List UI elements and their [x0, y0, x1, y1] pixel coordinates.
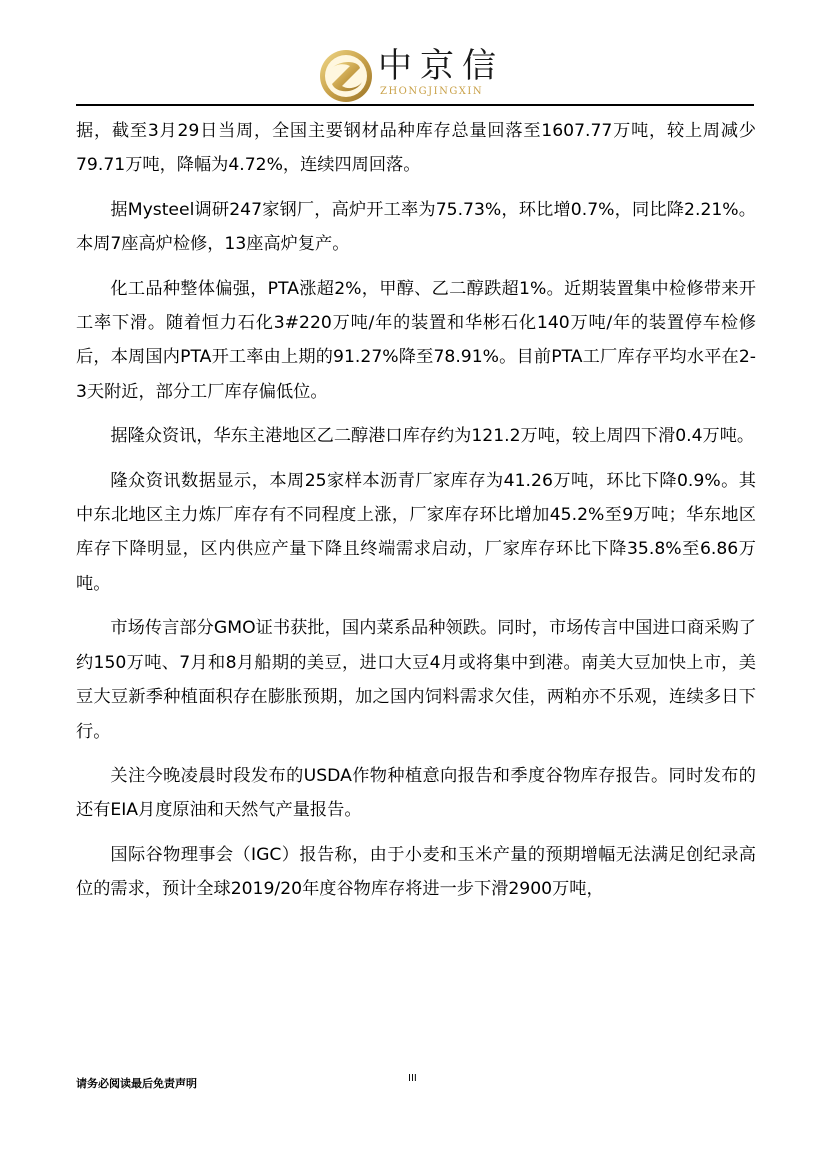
paragraph-igc-report: 国际谷物理事会（IGC）报告称，由于小麦和玉米产量的预期增幅无法满足创纪录高位的需求，预计全球2019/20年度谷物库存将进一步下滑2900万吨，: [76, 844, 756, 900]
company-logo: [318, 46, 518, 102]
page-header: [0, 0, 827, 108]
logo-chinese-name: 中京信: [378, 46, 504, 86]
logo-english-name: ZHONGJINGXIN: [380, 86, 484, 97]
paragraph-ethylene-glycol: 据隆众资讯，华东主港地区乙二醇港口库存约为121.2万吨，较上周四下滑0.4万吨。: [110, 426, 755, 447]
report-body: [76, 114, 756, 917]
paragraph-asphalt: 隆众资讯数据显示，本周25家样本沥青厂家库存为41.26万吨，环比下降0.9%。其中东北地区主力炼厂库存有不同程度上涨，厂家库存环比增加45.2%至9万吨；华东地区库存下降明显，区内供应产量下降且终端需求启动，厂家库存环比下降35.8%至6.86万吨。: [76, 470, 756, 594]
logo-emblem-icon: [318, 48, 374, 104]
header-divider: [76, 104, 754, 106]
paragraph-chemicals-pta: 化工品种整体偏强，PTA涨超2%，甲醇、乙二醇跌超1%。近期装置集中检修带来开工率下滑。随着恒力石化3#220万吨/年的装置和华彬石化140万吨/年的装置停车检修后，本周国内PTA开工率由上期的91.27%降至78.91%。目前PTA工厂库存平均水平在2-3天附近，部分工厂库存偏低位。: [76, 278, 756, 402]
paragraph-blast-furnace: 据Mysteel调研247家钢厂，高炉开工率为75.73%，环比增0.7%，同比降2.21%。本周7座高炉检修，13座高炉复产。: [76, 199, 756, 255]
paragraph-usda-reports: 关注今晚凌晨时段发布的USDA作物种植意向报告和季度谷物库存报告。同时发布的还有EIA月度原油和天然气产量报告。: [76, 765, 756, 821]
footer-disclaimer: 请务必阅读最后免责声明: [76, 1077, 197, 1090]
page-number: III: [408, 1073, 417, 1084]
paragraph-steel-inventory: 据，截至3月29日当周，全国主要钢材品种库存总量回落至1607.77万吨，较上周减少79.71万吨，降幅为4.72%，连续四周回落。: [76, 121, 756, 176]
paragraph-soybean: 市场传言部分GMO证书获批，国内菜系品种领跌。同时，市场传言中国进口商采购了约150万吨、7月和8月船期的美豆，进口大豆4月或将集中到港。南美大豆加快上市，美豆大豆新季种植面积存在膨胀预期，加之国内饲料需求欠佳，两粕亦不乐观，连续多日下行。: [76, 618, 756, 742]
